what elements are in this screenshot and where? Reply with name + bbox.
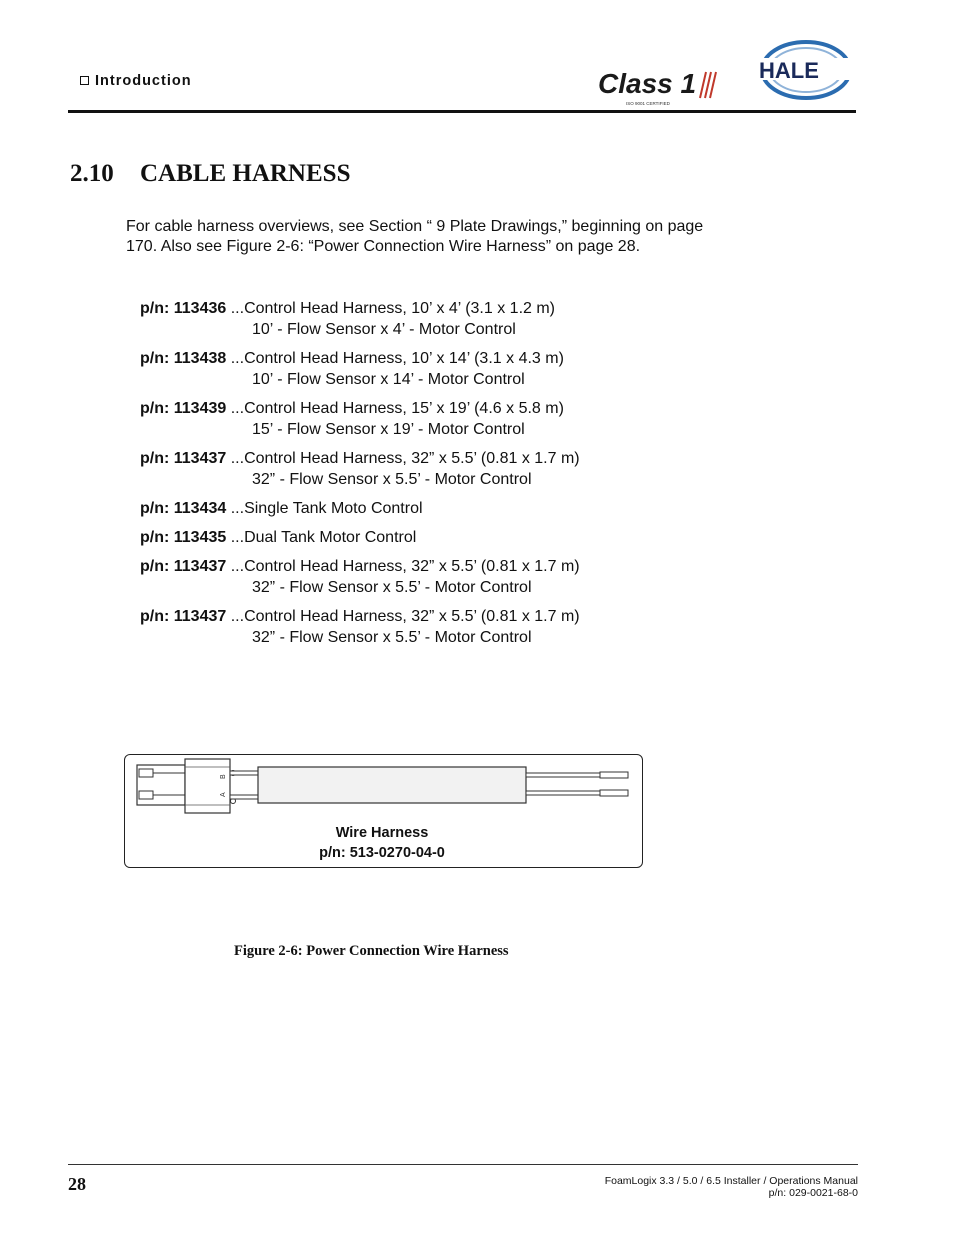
manual-title: FoamLogix 3.3 / 5.0 / 6.5 Installer / Operations Manual <box>604 1175 858 1187</box>
part-number: p/n: 113438 <box>140 350 227 367</box>
part-detail: 15’ - Flow Sensor x 19’ - Motor Control <box>252 421 525 438</box>
class1-logo-subtext: ISO 9001 CERTIFIED <box>626 101 670 106</box>
hale-logo <box>758 42 854 98</box>
part-item <box>140 527 700 548</box>
part-description: ...Control Head Harness, 32” x 5.5’ (0.81 x 1.7 m) <box>226 450 580 467</box>
part-item <box>140 348 700 390</box>
manual-part-number: p/n: 029-0021-68-0 <box>768 1187 858 1199</box>
part-description: ...Control Head Harness, 15’ x 19’ (4.6 x 5.8 m) <box>226 400 564 417</box>
part-number: p/n: 113436 <box>140 300 227 317</box>
footer-manual-info <box>605 1175 858 1199</box>
part-description: ...Control Head Harness, 10’ x 14’ (3.1 x 4.3 m) <box>226 350 564 367</box>
part-number: p/n: 113437 <box>140 450 227 467</box>
intro-paragraph: For cable harness overviews, see Section “ 9 Plate Drawings,” beginning on page 170. Also see Figure 2-6: “Power Connection Wire Harness” on page 28. <box>126 218 704 255</box>
part-description: ...Single Tank Moto Control <box>226 500 423 517</box>
wire-harness-label <box>315 823 449 863</box>
part-detail: 32” - Flow Sensor x 5.5’ - Motor Control <box>252 629 532 646</box>
class1-logo <box>598 68 716 106</box>
wire-harness-drawing <box>125 755 641 821</box>
figure-caption: Figure 2-6: Power Connection Wire Harness <box>234 943 509 959</box>
part-number: p/n: 113437 <box>140 608 227 625</box>
part-detail: 10’ - Flow Sensor x 4’ - Motor Control <box>252 321 516 338</box>
page-number: 28 <box>68 1174 86 1194</box>
header-section-label: Introduction <box>80 73 192 89</box>
part-number: p/n: 113437 <box>140 558 227 575</box>
part-item <box>140 556 700 598</box>
part-item <box>140 606 700 648</box>
pin-a-label: A <box>220 792 227 797</box>
part-detail: 10’ - Flow Sensor x 14’ - Motor Control <box>252 371 525 388</box>
section-title <box>70 160 350 188</box>
part-item <box>140 298 700 340</box>
part-detail: 32” - Flow Sensor x 5.5’ - Motor Control <box>252 471 532 488</box>
part-item <box>140 448 700 490</box>
part-item <box>140 498 700 519</box>
part-description: ...Control Head Harness, 10’ x 4’ (3.1 x 1.2 m) <box>226 300 556 317</box>
wire-harness-figure <box>124 754 643 868</box>
hale-logo-text: HALE <box>759 58 819 83</box>
header-rule <box>68 110 856 113</box>
pin-b-label: B <box>220 774 227 779</box>
part-description: ...Dual Tank Motor Control <box>226 529 417 546</box>
footer-rule <box>68 1164 858 1165</box>
part-item <box>140 398 700 440</box>
part-detail: 32” - Flow Sensor x 5.5’ - Motor Control <box>252 579 532 596</box>
part-list <box>140 298 700 656</box>
wire-harness-title: Wire Harness <box>335 825 429 841</box>
part-description: ...Control Head Harness, 32” x 5.5’ (0.81 x 1.7 m) <box>226 558 580 575</box>
section-number: 2.10 <box>70 160 114 187</box>
part-description: ...Control Head Harness, 32” x 5.5’ (0.81 x 1.7 m) <box>226 608 580 625</box>
section-heading-text: CABLE HARNESS <box>140 160 351 187</box>
part-number: p/n: 113439 <box>140 400 227 417</box>
part-number: p/n: 113434 <box>140 500 227 517</box>
class1-logo-text: Class 1 <box>598 68 697 99</box>
part-number: p/n: 113435 <box>140 529 227 546</box>
checkbox-bullet-icon <box>80 76 89 85</box>
header-logos <box>596 38 856 106</box>
wire-harness-pn: p/n: 513-0270-04-0 <box>319 845 445 861</box>
